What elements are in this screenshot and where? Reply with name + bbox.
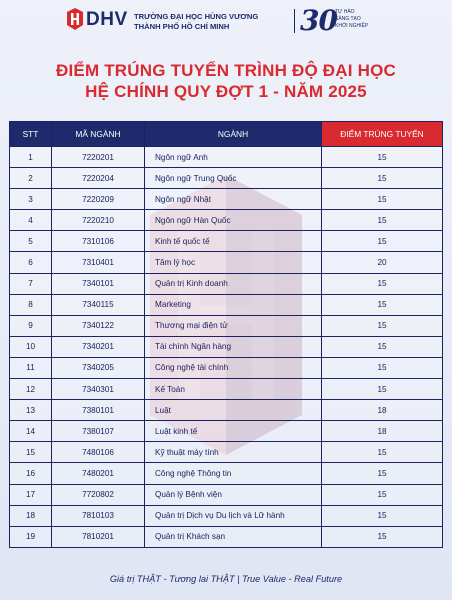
cell-score: 20 bbox=[322, 252, 443, 273]
cell-major: Marketing bbox=[145, 294, 322, 315]
cell-stt: 13 bbox=[10, 400, 52, 421]
cell-major-code: 7480201 bbox=[52, 463, 145, 484]
cell-stt: 12 bbox=[10, 379, 52, 400]
cell-major-code: 7310401 bbox=[52, 252, 145, 273]
cell-major: Quản trị Dịch vụ Du lịch và Lữ hành bbox=[145, 505, 322, 526]
cell-score: 15 bbox=[322, 442, 443, 463]
cell-major-code: 7220201 bbox=[52, 147, 145, 168]
cell-score: 15 bbox=[322, 231, 443, 252]
cell-stt: 6 bbox=[10, 252, 52, 273]
cell-stt: 15 bbox=[10, 442, 52, 463]
table-row bbox=[10, 189, 443, 210]
header-divider bbox=[294, 9, 295, 33]
table-body bbox=[10, 147, 443, 548]
cell-major: Luật bbox=[145, 400, 322, 421]
cell-major: Ngôn ngữ Hàn Quốc bbox=[145, 210, 322, 231]
table-row bbox=[10, 210, 443, 231]
table-row bbox=[10, 273, 443, 294]
table-row bbox=[10, 357, 443, 378]
cell-stt: 17 bbox=[10, 484, 52, 505]
cell-major: Kinh tế quốc tế bbox=[145, 231, 322, 252]
table-row bbox=[10, 505, 443, 526]
admission-scores-table bbox=[9, 121, 443, 548]
cell-major: Tâm lý học bbox=[145, 252, 322, 273]
table-row bbox=[10, 400, 443, 421]
cell-major: Kỹ thuật máy tính bbox=[145, 442, 322, 463]
table-row bbox=[10, 147, 443, 168]
cell-major-code: 7810103 bbox=[52, 505, 145, 526]
cell-score: 15 bbox=[322, 357, 443, 378]
page-title-line2: HỆ CHÍNH QUY ĐỢT 1 - NĂM 2025 bbox=[85, 82, 367, 101]
cell-major: Luật kinh tế bbox=[145, 421, 322, 442]
anniversary-tag-line3: KHỞI NGHIỆP bbox=[335, 23, 369, 29]
table-row bbox=[10, 379, 443, 400]
table-row bbox=[10, 168, 443, 189]
cell-stt: 4 bbox=[10, 210, 52, 231]
cell-major-code: 7340301 bbox=[52, 379, 145, 400]
table-row bbox=[10, 231, 443, 252]
university-name bbox=[134, 12, 258, 32]
page-title-line1: ĐIỂM TRÚNG TUYỂN TRÌNH ĐỘ ĐẠI HỌC bbox=[56, 61, 396, 80]
cell-score: 15 bbox=[322, 315, 443, 336]
cell-major-code: 7380101 bbox=[52, 400, 145, 421]
cell-major: Thương mại điện tử bbox=[145, 315, 322, 336]
page-header bbox=[0, 0, 452, 42]
university-name-line1: TRƯỜNG ĐẠI HỌC HÙNG VƯƠNG bbox=[134, 12, 259, 21]
cell-stt: 7 bbox=[10, 273, 52, 294]
cell-major-code: 7310106 bbox=[52, 231, 145, 252]
cell-stt: 10 bbox=[10, 336, 52, 357]
anniversary-number: 30 bbox=[300, 4, 337, 37]
cell-score: 18 bbox=[322, 421, 443, 442]
cell-major: Tài chính Ngân hàng bbox=[145, 336, 322, 357]
cell-major-code: 7810201 bbox=[52, 526, 145, 547]
table-row bbox=[10, 315, 443, 336]
footer-slogan: Giá trị THẬT - Tương lai THẬT | True Value - Real Future bbox=[109, 574, 343, 584]
cell-score: 18 bbox=[322, 400, 443, 421]
cell-score: 15 bbox=[322, 189, 443, 210]
cell-major: Quản trị Kinh doanh bbox=[145, 273, 322, 294]
cell-score: 15 bbox=[322, 147, 443, 168]
table-row bbox=[10, 463, 443, 484]
cell-major: Quản lý Bệnh viện bbox=[145, 484, 322, 505]
cell-major: Ngôn ngữ Anh bbox=[145, 147, 322, 168]
cell-major-code: 7340205 bbox=[52, 357, 145, 378]
cell-score: 15 bbox=[322, 484, 443, 505]
anniversary-tag-line2: SÁNG TẠO bbox=[335, 16, 361, 22]
table-row bbox=[10, 294, 443, 315]
cell-stt: 11 bbox=[10, 357, 52, 378]
table-header-row bbox=[10, 122, 443, 147]
cell-score: 15 bbox=[322, 210, 443, 231]
cell-stt: 16 bbox=[10, 463, 52, 484]
cell-score: 15 bbox=[322, 294, 443, 315]
cell-major-code: 7480106 bbox=[52, 442, 145, 463]
cell-major-code: 7340101 bbox=[52, 273, 145, 294]
cell-stt: 14 bbox=[10, 421, 52, 442]
cell-major-code: 7340201 bbox=[52, 336, 145, 357]
table-row bbox=[10, 336, 443, 357]
cell-major: Công nghệ Thông tin bbox=[145, 463, 322, 484]
cell-major-code: 7380107 bbox=[52, 421, 145, 442]
anniversary-tag-line1: TỰ HÀO bbox=[335, 9, 355, 15]
cell-major: Công nghệ tài chính bbox=[145, 357, 322, 378]
cell-major-code: 7340115 bbox=[52, 294, 145, 315]
cell-stt: 3 bbox=[10, 189, 52, 210]
cell-major: Ngôn ngữ Nhật bbox=[145, 189, 322, 210]
cell-stt: 18 bbox=[10, 505, 52, 526]
cell-score: 15 bbox=[322, 379, 443, 400]
anniversary-tagline bbox=[335, 9, 368, 30]
cell-stt: 2 bbox=[10, 168, 52, 189]
cell-major-code: 7720802 bbox=[52, 484, 145, 505]
header-score: ĐIỂM TRÚNG TUYỂN bbox=[322, 122, 443, 147]
table-row bbox=[10, 252, 443, 273]
cell-stt: 9 bbox=[10, 315, 52, 336]
cell-major: Quản trị Khách sạn bbox=[145, 526, 322, 547]
cell-score: 15 bbox=[322, 505, 443, 526]
cell-score: 15 bbox=[322, 336, 443, 357]
cell-major: Kế Toán bbox=[145, 379, 322, 400]
university-logo-icon bbox=[67, 8, 83, 30]
cell-major-code: 7220210 bbox=[52, 210, 145, 231]
table-row bbox=[10, 526, 443, 547]
cell-score: 15 bbox=[322, 526, 443, 547]
cell-stt: 5 bbox=[10, 231, 52, 252]
table-row bbox=[10, 421, 443, 442]
university-name-line2: THÀNH PHỐ HỒ CHÍ MINH bbox=[134, 22, 230, 31]
cell-major-code: 7340122 bbox=[52, 315, 145, 336]
cell-major: Ngôn ngữ Trung Quốc bbox=[145, 168, 322, 189]
cell-stt: 1 bbox=[10, 147, 52, 168]
cell-stt: 19 bbox=[10, 526, 52, 547]
logo-text: DHV bbox=[86, 9, 128, 30]
cell-major-code: 7220209 bbox=[52, 189, 145, 210]
cell-stt: 8 bbox=[10, 294, 52, 315]
header-major-code: MÃ NGÀNH bbox=[52, 122, 145, 147]
header-major: NGÀNH bbox=[145, 122, 322, 147]
cell-score: 15 bbox=[322, 273, 443, 294]
table-row bbox=[10, 484, 443, 505]
cell-score: 15 bbox=[322, 168, 443, 189]
table-row bbox=[10, 442, 443, 463]
cell-score: 15 bbox=[322, 463, 443, 484]
header-stt: STT bbox=[10, 122, 52, 147]
cell-major-code: 7220204 bbox=[52, 168, 145, 189]
